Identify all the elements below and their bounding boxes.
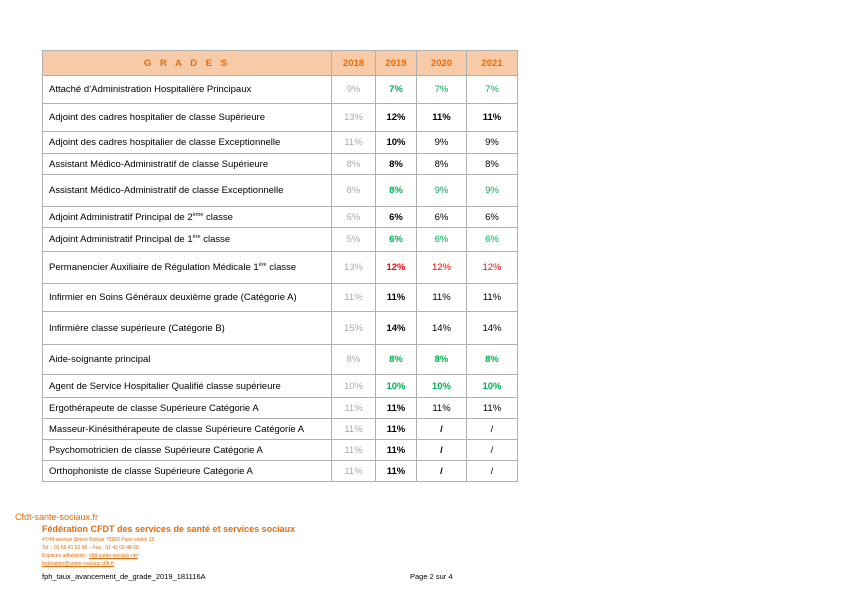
rate-2020: 6%	[417, 228, 467, 252]
rate-2018: 10%	[332, 375, 376, 398]
table-row	[43, 132, 518, 154]
rate-2018: 15%	[332, 312, 376, 345]
grade-name	[43, 345, 332, 375]
rate-2019: 8%	[376, 154, 417, 175]
rate-2019: 8%	[376, 345, 417, 375]
table-row	[43, 461, 518, 482]
footer-document-name: fph_taux_avancement_de_grade_2019_181116A	[42, 572, 206, 581]
grade-name	[43, 252, 332, 284]
grade-name-text: Permanencier Auxiliaire de Régulation Médicale 1	[49, 262, 259, 273]
rate-2020: 8%	[417, 154, 467, 175]
rate-2018: 11%	[332, 284, 376, 312]
rate-2019: 6%	[376, 228, 417, 252]
table-row	[43, 440, 518, 461]
rate-2019: 11%	[376, 284, 417, 312]
grades-table	[42, 50, 518, 482]
rate-2021: /	[467, 461, 518, 482]
grade-name	[43, 76, 332, 104]
table-row	[43, 312, 518, 345]
table-row	[43, 175, 518, 207]
header-2021: 2021	[467, 51, 518, 76]
rate-2019: 10%	[376, 375, 417, 398]
grade-name	[43, 312, 332, 345]
grade-name-text: Assistant Médico-Administratif de classe Supérieure	[49, 158, 269, 170]
rate-2020: 10%	[417, 375, 467, 398]
grade-name-text: Infirmière classe supérieure (Catégorie B)	[49, 322, 225, 334]
footer-email[interactable]: federation@sante-sociaux.cfdt.fr	[42, 561, 115, 567]
grade-name	[43, 154, 332, 175]
rate-2020: 8%	[417, 345, 467, 375]
table-body	[43, 76, 518, 482]
rate-2020: 14%	[417, 312, 467, 345]
rate-2021: 6%	[467, 228, 518, 252]
table-header-row	[43, 51, 518, 76]
rate-2019: 14%	[376, 312, 417, 345]
grade-name-text: Orthophoniste de classe Supérieure Catégorie A	[49, 465, 253, 477]
rate-2021: 7%	[467, 76, 518, 104]
grade-name-ordinal: ème	[192, 211, 204, 218]
table-row	[43, 375, 518, 398]
grade-name-text: Adjoint Administratif Principal de 2	[49, 211, 193, 223]
footer-federation: Fédération CFDT des services de santé et services sociaux	[42, 524, 296, 534]
grade-name-text: Masseur-Kinésithérapeute de classe Supérieure Catégorie A	[49, 423, 305, 435]
rate-2021: 12%	[467, 252, 518, 284]
grade-name	[43, 440, 332, 461]
rate-2018: 11%	[332, 461, 376, 482]
rate-2021: 8%	[467, 345, 518, 375]
footer-members-label: Espaces adhérents :	[42, 553, 88, 559]
rate-2018: 13%	[332, 252, 376, 284]
rate-2019: 12%	[376, 252, 417, 284]
rate-2019: 7%	[376, 76, 417, 104]
rate-2020: /	[417, 440, 467, 461]
rate-2019: 10%	[376, 132, 417, 154]
rate-2021: /	[467, 419, 518, 440]
grade-name-suffix: classe	[203, 211, 233, 223]
rate-2020: 9%	[417, 132, 467, 154]
rate-2021: 9%	[467, 132, 518, 154]
table-row	[43, 419, 518, 440]
rate-2018: 8%	[332, 345, 376, 375]
rate-2018: 11%	[332, 132, 376, 154]
grade-name-text: Infirmier en Soins Généraux deuxième grade (Catégorie A)	[49, 292, 297, 303]
grade-name-text: Agent de Service Hospitalier Qualifié classe supérieure	[49, 380, 281, 392]
rate-2019: 12%	[376, 104, 417, 132]
grade-name-text: Adjoint des cadres hospitalier de classe Supérieure	[49, 112, 265, 123]
rate-2018: 11%	[332, 398, 376, 419]
rate-2020: 11%	[417, 284, 467, 312]
rate-2021: 8%	[467, 154, 518, 175]
grade-name	[43, 132, 332, 154]
rate-2019: 8%	[376, 175, 417, 207]
grade-name-ordinal: ère	[192, 234, 201, 240]
rate-2020: 11%	[417, 398, 467, 419]
grade-name-suffix: classe	[266, 262, 297, 273]
rate-2020: 6%	[417, 207, 467, 228]
footer-members	[42, 553, 138, 560]
rate-2018: 11%	[332, 440, 376, 461]
header-2020: 2020	[417, 51, 467, 76]
table-row	[43, 104, 518, 132]
rate-2021: /	[467, 440, 518, 461]
grade-name	[43, 104, 332, 132]
grade-name	[43, 461, 332, 482]
rate-2019: 11%	[376, 419, 417, 440]
grade-name-text: Psychomotricien de classe Supérieure Catégorie A	[49, 444, 263, 456]
rate-2018: 11%	[332, 419, 376, 440]
table-row	[43, 398, 518, 419]
rate-2019: 11%	[376, 461, 417, 482]
footer-page-number: Page 2 sur 4	[410, 572, 453, 581]
rate-2021: 14%	[467, 312, 518, 345]
header-2019: 2019	[376, 51, 417, 76]
rate-2018: 9%	[332, 76, 376, 104]
grade-name-ordinal: ère	[258, 262, 267, 268]
grade-name	[43, 228, 332, 252]
rate-2021: 9%	[467, 175, 518, 207]
table-row	[43, 154, 518, 175]
grade-name-text: Ergothérapeute de classe Supérieure Catégorie A	[49, 402, 259, 414]
grade-name-suffix: classe	[200, 234, 231, 245]
grade-name-text: Aide-soignante principal	[49, 354, 151, 365]
grade-name	[43, 207, 332, 228]
footer-site[interactable]: Cfdt-sante-sociaux.fr	[15, 512, 99, 522]
header-2018: 2018	[332, 51, 376, 76]
header-grades: G R A D E S	[43, 51, 332, 76]
grade-name-text: Adjoint Administratif Principal de 1	[49, 234, 193, 245]
grade-name-text: Adjoint des cadres hospitalier de classe Exceptionnelle	[49, 137, 281, 148]
rate-2018: 6%	[332, 207, 376, 228]
rate-2018: 5%	[332, 228, 376, 252]
rate-2021: 11%	[467, 104, 518, 132]
rate-2018: 8%	[332, 175, 376, 207]
table-row	[43, 228, 518, 252]
rate-2021: 11%	[467, 398, 518, 419]
table-row	[43, 284, 518, 312]
rate-2020: 11%	[417, 104, 467, 132]
footer-members-link[interactable]: cfdt-sante-sociaux.net	[88, 553, 138, 559]
rate-2019: 11%	[376, 440, 417, 461]
rate-2020: 9%	[417, 175, 467, 207]
footer-address: 47/49 avenue Simon Bolivar 75950 Paris cedex 19	[42, 537, 155, 543]
grade-name	[43, 419, 332, 440]
grade-name-text: Attaché d’Administration Hospitalière Principaux	[49, 84, 252, 95]
table-row	[43, 207, 518, 228]
table-row	[43, 345, 518, 375]
rate-2020: /	[417, 461, 467, 482]
rate-2021: 11%	[467, 284, 518, 312]
grade-name	[43, 398, 332, 419]
table-row	[43, 76, 518, 104]
grade-name-text: Assistant Médico-Administratif de classe Exceptionnelle	[49, 185, 284, 196]
rate-2019: 6%	[376, 207, 417, 228]
rate-2021: 10%	[467, 375, 518, 398]
rate-2019: 11%	[376, 398, 417, 419]
rate-2021: 6%	[467, 207, 518, 228]
rate-2020: /	[417, 419, 467, 440]
table-row	[43, 252, 518, 284]
rate-2018: 13%	[332, 104, 376, 132]
grade-name	[43, 175, 332, 207]
grade-name	[43, 375, 332, 398]
rate-2020: 12%	[417, 252, 467, 284]
grade-name	[43, 284, 332, 312]
rate-2018: 8%	[332, 154, 376, 175]
rate-2020: 7%	[417, 76, 467, 104]
footer-phone: Tel. : 01 56 41 52 00 – Fax : 01 42 02 48 08	[42, 545, 139, 551]
